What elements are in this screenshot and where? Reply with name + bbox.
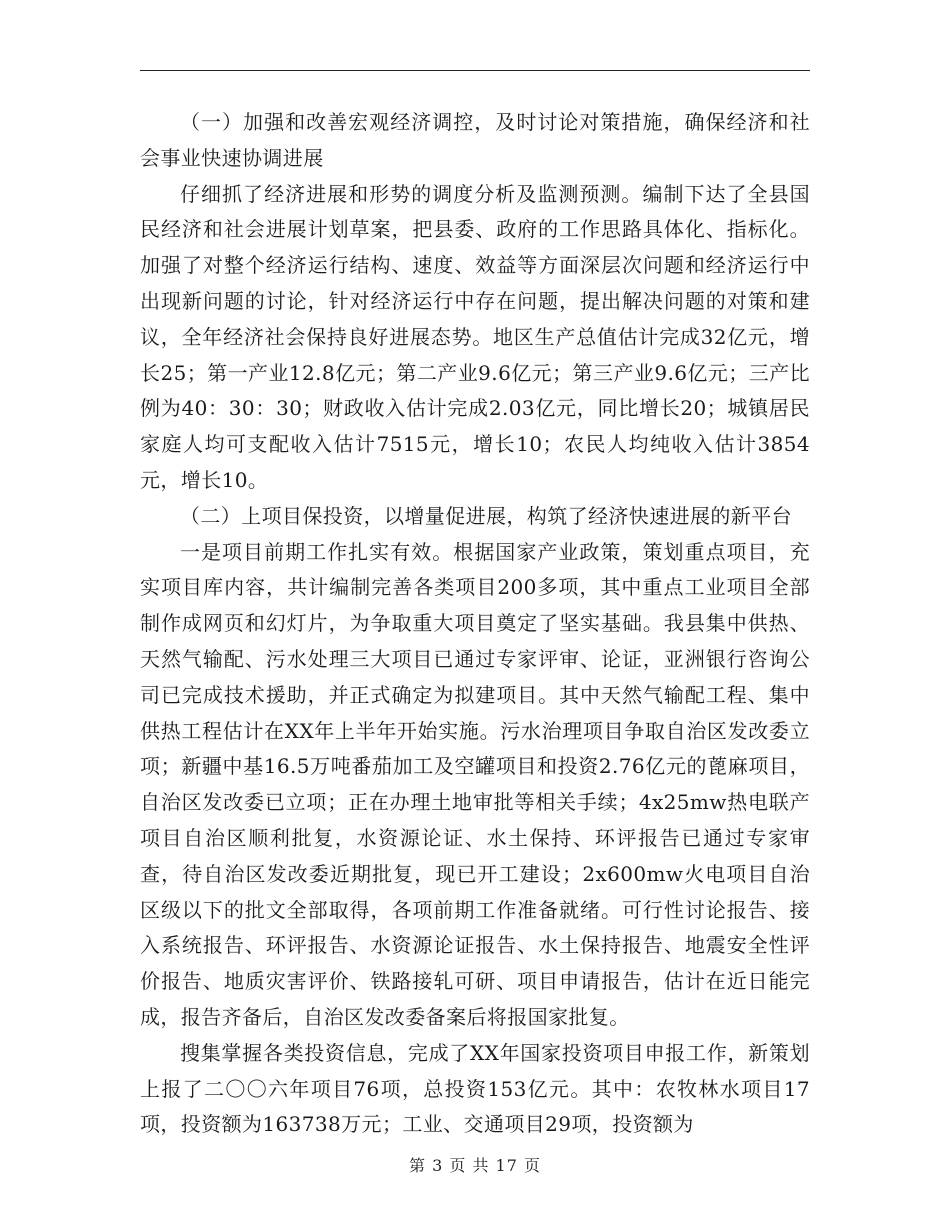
header-rule	[140, 70, 810, 71]
paragraph: 一是项目前期工作扎实有效。根据国家产业政策，策划重点项目，充实项目库内容，共计编制完善各类项目200多项，其中重点工业项目全部制作成网页和幻灯片，为争取重大项目奠定了坚实基础。我县集中供热、天然气输配、污水处理三大项目已通过专家评审、论证，亚洲银行咨询公司已完成技术援助，并正式确定为拟建项目。其中天然气输配工程、集中供热工程估计在XX年上半年开始实施。污水治理项目争取自治区发改委立项；新疆中基16.5万吨番茄加工及空罐项目和投资2.76亿元的蓖麻项目，自治区发改委已立项；正在办理土地审批等相关手续；4x25mw热电联产项目自治区顺利批复，水资源论证、水土保持、环评报告已通过专家审查，待自治区发改委近期批复，现已开工建设；2x600mw火电项目自治区级以下的批文全部取得，各项前期工作准备就绪。可行性讨论报告、接入系统报告、环评报告、水资源论证报告、水土保持报告、地震安全性评价报告、地质灾害评价、铁路接轧可研、项目申请报告，估计在近日能完成，报告齐备后，自治区发改委备案后将报国家批复。	[140, 539, 810, 1029]
page-number-footer: 第 3 页 共 17 页	[409, 1156, 541, 1175]
section-heading-1: （一）加强和改善宏观经济调控，及时讨论对策措施，确保经济和社会事业快速协调进展	[140, 110, 810, 170]
paragraph: 搜集掌握各类投资信息，完成了XX年国家投资项目申报工作，新策划上报了二〇〇六年项目76项，总投资153亿元。其中：农牧林水项目17项，投资额为163738万元；工业、交通项目29项，投资额为	[140, 1040, 810, 1137]
document-body	[140, 105, 810, 1143]
paragraph: 仔细抓了经济进展和形势的调度分析及监测预测。编制下达了全县国民经济和社会进展计划草案，把县委、政府的工作思路具体化、指标化。加强了对整个经济运行结构、速度、效益等方面深层次问题和经济运行中出现新问题的讨论，针对经济运行中存在问题，提出解决问题的对策和建议，全年经济社会保持良好进展态势。地区生产总值估计完成32亿元，增长25；第一产业12.8亿元；第二产业9.6亿元；第三产业9.6亿元；三产比例为40：30：30；财政收入估计完成2.03亿元，同比增长20；城镇居民家庭人均可支配收入估计7515元，增长10；农民人均纯收入估计3854元，增长10。	[140, 181, 810, 492]
section-heading-2: （二）上项目保投资，以增量促进展，构筑了经济快速进展的新平台	[180, 503, 792, 528]
